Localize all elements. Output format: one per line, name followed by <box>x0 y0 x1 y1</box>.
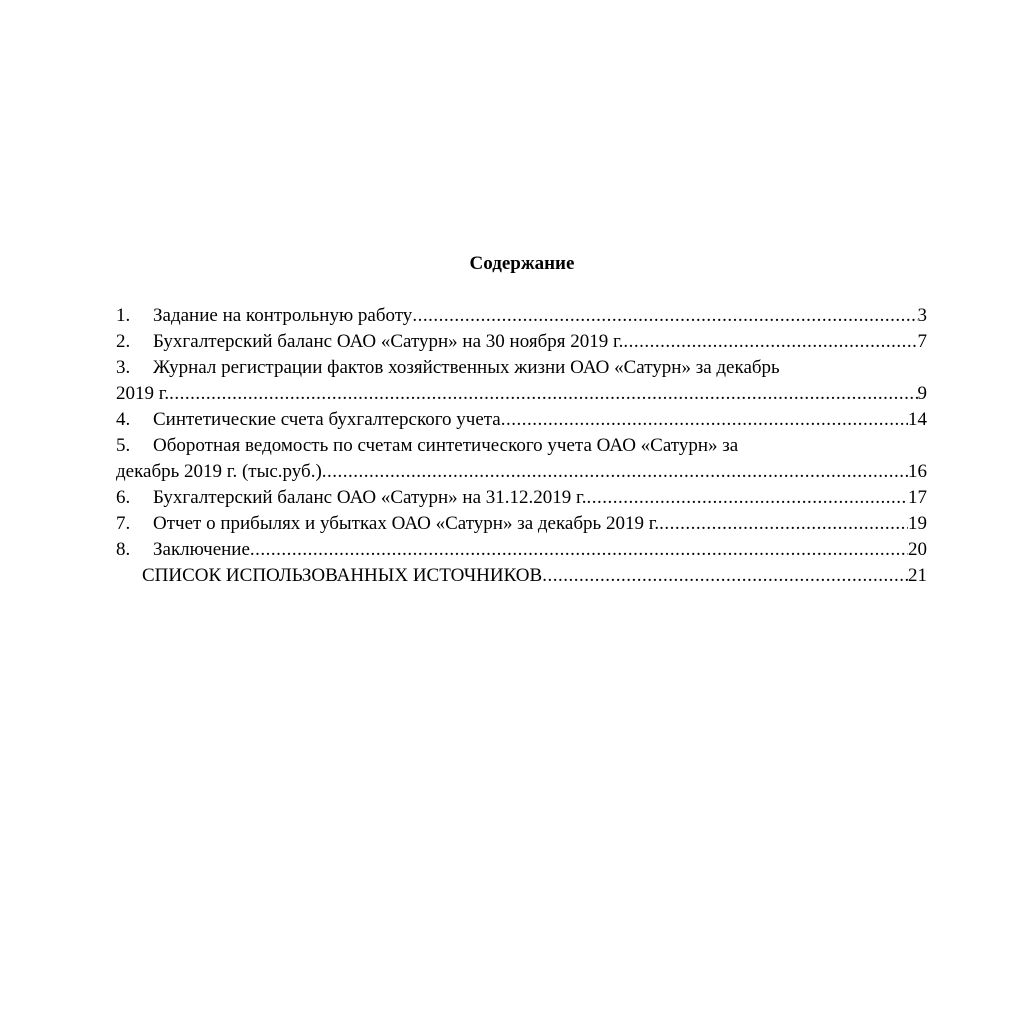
toc-entry-page: 17 <box>908 487 927 508</box>
toc-dot-leader <box>659 511 908 537</box>
toc-entry-2[interactable] <box>116 329 927 355</box>
toc-entry-number: 4. <box>116 409 131 430</box>
toc-dot-leader <box>412 303 917 329</box>
toc-entry-page: 19 <box>908 513 927 534</box>
toc-entry-number: 3. <box>116 357 131 378</box>
toc-entry-4[interactable] <box>116 407 927 433</box>
toc-entry-number: 8. <box>116 539 131 560</box>
toc-entry-text: Заключение <box>153 539 250 560</box>
toc-entry-text-line1: Журнал регистрации фактов хозяйственных жизни ОАО «Сатурн» за декабрь <box>153 357 780 378</box>
toc-entry-text: Задание на контрольную работу <box>153 305 413 326</box>
toc-dot-leader <box>169 381 917 407</box>
toc-entry-text: Синтетические счета бухгалтерского учета <box>153 409 501 430</box>
toc-entry-page: 20 <box>908 539 927 560</box>
toc-entry-text: Бухгалтерский баланс ОАО «Сатурн» на 31.12.2019 г. <box>153 487 587 508</box>
toc-dot-leader <box>322 459 908 485</box>
toc-entry-text: СПИСОК ИСПОЛЬЗОВАННЫХ ИСТОЧНИКОВ <box>142 565 543 586</box>
toc-entry-sources[interactable] <box>116 563 927 589</box>
toc-entry-text-line2: 2019 г. <box>116 383 170 404</box>
toc-entry-text: Бухгалтерский баланс ОАО «Сатурн» на 30 ноября 2019 г. <box>153 331 624 352</box>
toc-dot-leader <box>623 329 917 355</box>
toc-entry-page: 14 <box>908 409 927 430</box>
toc-entry-text: Отчет о прибылях и убытках ОАО «Сатурн» за декабрь 2019 г. <box>153 513 660 534</box>
toc-entry-page: 7 <box>917 331 927 352</box>
toc-entry-7[interactable] <box>116 511 927 537</box>
toc-entry-1[interactable] <box>116 303 927 329</box>
toc-entry-number: 5. <box>116 435 131 456</box>
toc-entry-page: 16 <box>908 461 927 482</box>
document-title: Содержание <box>469 253 575 274</box>
toc-entry-page: 9 <box>917 383 927 404</box>
toc-entry-page: 21 <box>908 565 927 586</box>
toc-dot-leader <box>250 537 908 563</box>
toc-entry-number: 7. <box>116 513 131 534</box>
toc-entry-5[interactable] <box>116 433 927 485</box>
toc-dot-leader <box>586 485 908 511</box>
toc-entry-page: 3 <box>917 305 927 326</box>
toc-entry-number: 2. <box>116 331 131 352</box>
toc-entry-text-line2: декабрь 2019 г. (тыс.руб.) <box>116 461 322 482</box>
toc-entry-6[interactable] <box>116 485 927 511</box>
toc-dot-leader <box>542 563 908 589</box>
toc-entry-text-line1: Оборотная ведомость по счетам синтетического учета ОАО «Сатурн» за <box>153 435 739 456</box>
toc-entry-3[interactable] <box>116 355 927 407</box>
toc-dot-leader <box>501 407 908 433</box>
toc-entry-8[interactable] <box>116 537 927 563</box>
table-of-contents <box>116 303 927 589</box>
toc-entry-number: 6. <box>116 487 131 508</box>
toc-entry-number: 1. <box>116 305 131 326</box>
